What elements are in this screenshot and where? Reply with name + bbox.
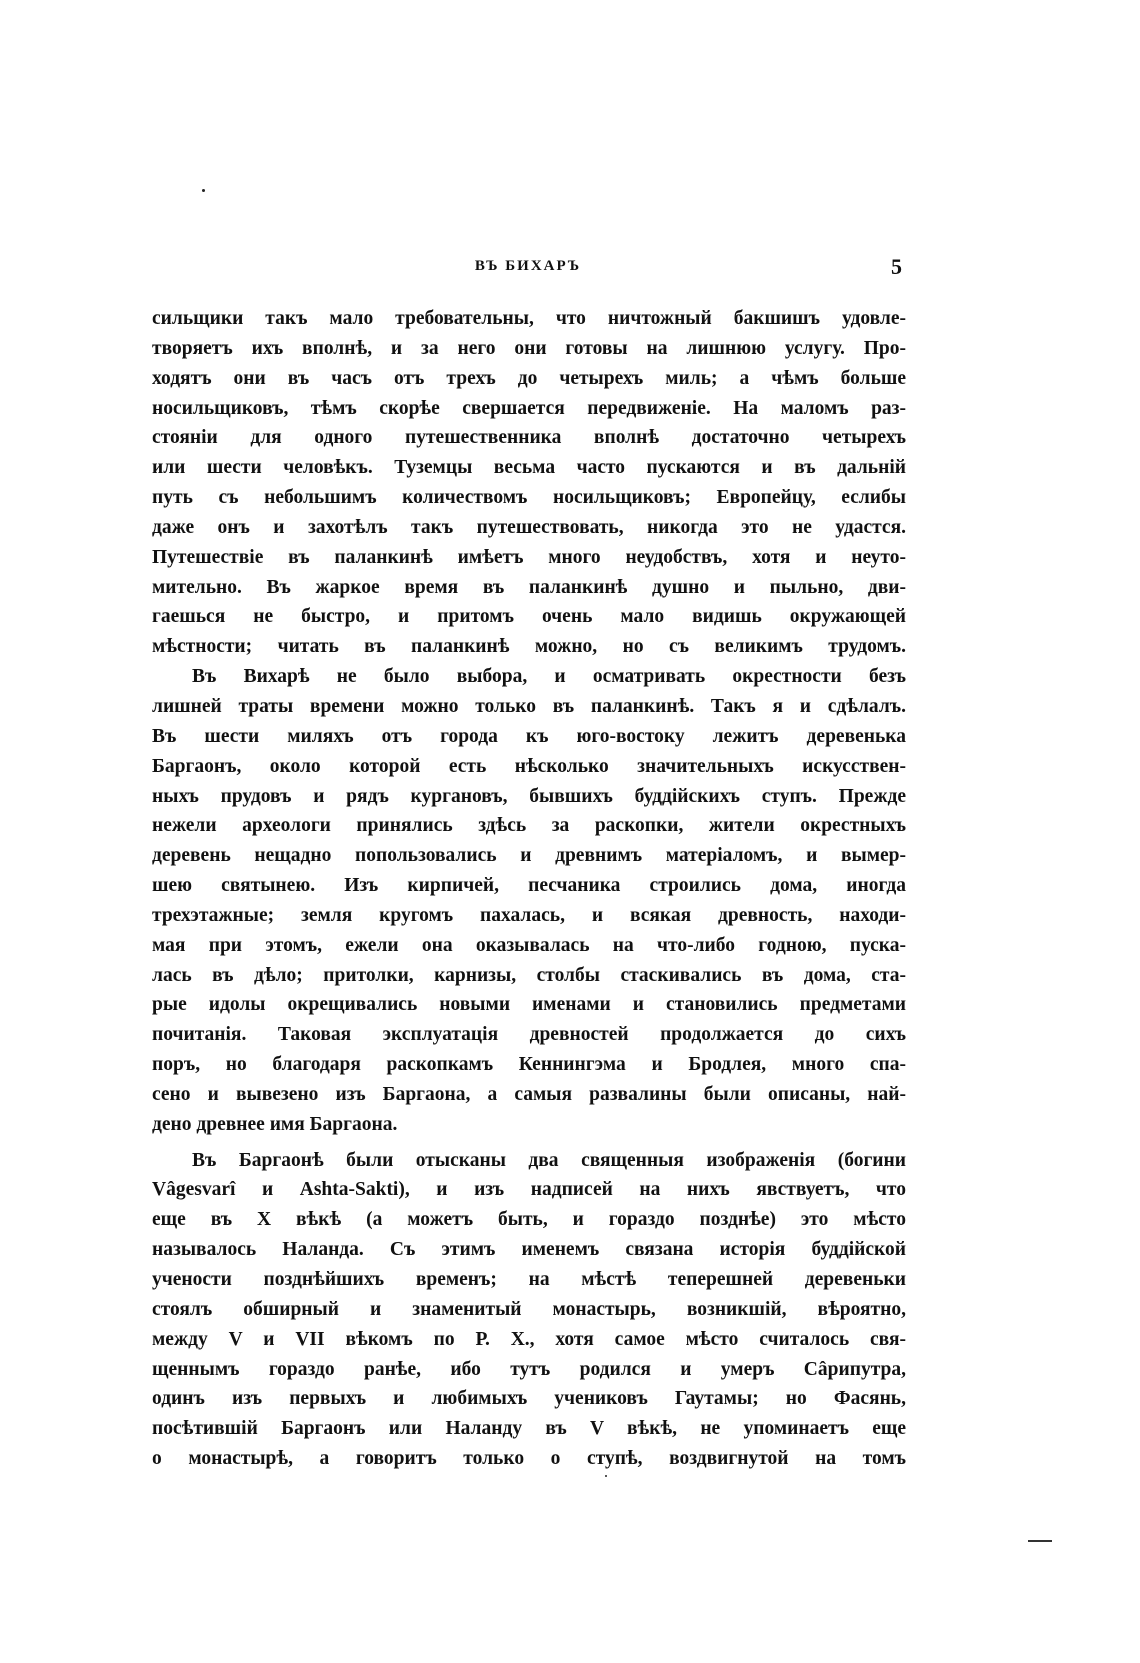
text-line: или шести человѣкъ. Туземцы весьма часто пускаются и въ дальній [152, 457, 906, 479]
text-line: рые идолы окрещивались новыми именами и становились предметами [152, 994, 906, 1016]
text-line: о монастырѣ, а говоритъ только о ступѣ, воздвигнутой на томъ [152, 1448, 906, 1470]
text-line: одинъ изъ первыхъ и любимыхъ учениковъ Гаутамы; но Фасянь, [152, 1388, 906, 1410]
text-line: Въ Вихарѣ не было выбора, и осматривать окрестности безъ [192, 666, 906, 688]
text-line: посѣтившій Баргаонъ или Наланду въ V вѣкѣ, не упоминаетъ еще [152, 1418, 906, 1440]
body-text [152, 304, 906, 1474]
text-line: носильщиковъ, тѣмъ скорѣе свершается передвиженіе. На маломъ раз- [152, 397, 906, 419]
margin-mark [1028, 1540, 1052, 1542]
text-line: называлось Наланда. Съ этимъ именемъ связана исторія буддійской [152, 1239, 906, 1261]
text-line: дено древнее имя Баргаона. [152, 1113, 398, 1135]
text-line: почитанія. Таковая эксплуатація древностей продолжается до сихъ [152, 1024, 906, 1046]
text-line: Vâgesvarî и Ashta-Sakti), и изъ надписей на нихъ явствуетъ, что [152, 1179, 906, 1201]
running-head [150, 254, 906, 284]
text-line: мая при этомъ, ежели она оказывалась на что-либо годною, пуска- [152, 934, 906, 956]
text-line: Путешествіе въ паланкинѣ имѣетъ много неудобствъ, хотя и неуто- [152, 546, 906, 568]
text-line: сильщики такъ мало требовательны, что ничтожный бакшишъ удовле- [152, 308, 906, 329]
text-line: деревень нещадно попользовались и древнимъ матеріаломъ, и вымер- [152, 845, 906, 867]
text-line: Баргаонъ, около которой есть нѣсколько значительныхъ искусствен- [152, 755, 906, 777]
text-line: мительно. Въ жаркое время въ паланкинѣ душно и пыльно, дви- [152, 576, 906, 598]
text-line: творяетъ ихъ вполнѣ, и за него они готовы на лишнюю услугу. Про- [152, 337, 906, 359]
text-line: поръ, но благодаря раскопкамъ Кеннингэма и Бродлея, много спа- [152, 1054, 906, 1076]
text-line: стояніи для одного путешественника вполнѣ достаточно четырехъ [152, 427, 906, 449]
text-line: лась въ дѣло; притолки, карнизы, столбы стаскивались въ дома, ста- [152, 964, 906, 986]
text-line: нежели археологи принялись здѣсь за раскопки, жители окрестныхъ [152, 815, 906, 837]
paragraph-1 [152, 304, 906, 662]
text-line: еще въ X вѣкѣ (а можетъ быть, и гораздо позднѣе) это мѣсто [152, 1209, 906, 1231]
text-line: шею святынею. Изъ кирпичей, песчаника строились дома, иногда [152, 875, 906, 897]
text-line: лишней траты времени можно только въ паланкинѣ. Такъ я и сдѣлалъ. [152, 695, 906, 717]
text-line: Въ Баргаонѣ были отысканы два священныя изображенія (богини [192, 1149, 906, 1171]
text-line: путь съ небольшимъ количествомъ носильщиковъ; Европейцу, еслибы [152, 487, 906, 509]
running-title: ВЪ БИХАРЪ [474, 258, 582, 274]
text-line: щеннымъ гораздо ранѣе, ибо тутъ родился и умеръ Сâрипутра, [152, 1358, 906, 1380]
text-line: учености позднѣйшихъ временъ; на мѣстѣ теперешней деревеньки [152, 1269, 906, 1290]
text-line: мѣстности; читать въ паланкинѣ можно, но съ великимъ трудомъ. [152, 636, 906, 658]
text-line: ходятъ они въ часъ отъ трехъ до четырехъ миль; а чѣмъ больше [152, 367, 906, 389]
paragraph-2 [152, 662, 906, 1140]
text-line: стоялъ обширный и знаменитый монастырь, возникшій, вѣроятно, [152, 1298, 906, 1320]
text-line: гаешься не быстро, и притомъ очень мало видишь окружающей [152, 606, 906, 628]
paragraph-3 [152, 1146, 906, 1474]
text-line: даже онъ и захотѣлъ такъ путешествовать, никогда это не удастся. [152, 516, 906, 538]
ink-speck [605, 1475, 607, 1477]
text-line: трехэтажные; земля кругомъ пахалась, и всякая древность, находи- [152, 904, 906, 926]
page-number: 5 [891, 254, 902, 279]
text-line: между V и VII вѣкомъ по Р. Х., хотя самое мѣсто считалось свя- [152, 1328, 906, 1350]
text-line: сено и вывезено изъ Баргаона, а самыя развалины были описаны, най- [152, 1083, 906, 1105]
text-line: Въ шести миляхъ отъ города къ юго-востоку лежитъ деревенька [152, 725, 906, 747]
text-line: ныхъ прудовъ и рядъ кургановъ, бывшихъ буддійскихъ ступъ. Прежде [152, 785, 906, 807]
ink-speck [202, 189, 205, 192]
